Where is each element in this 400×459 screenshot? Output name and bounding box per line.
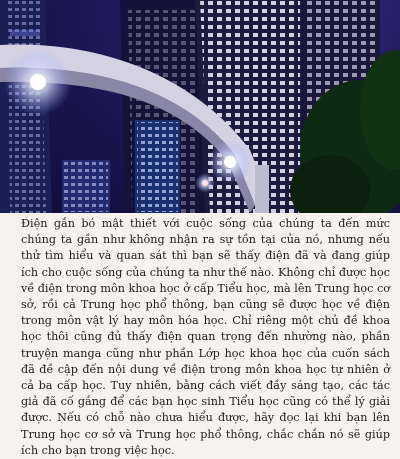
distant-building [62,160,110,213]
blue-window-tower [135,120,180,213]
city-night-photo [0,0,400,213]
body-paragraph: Điện gắn bó mật thiết với cuộc sống của chúng ta đến mức chúng ta gần như không nhận ra sự tồn tại của nó, nhưng nếu thử tìm hiểu và quan sát thì bạn sẽ thấy điện đã và đang giúp ích cho cuộc sống của chúng ta như thế nào. Không chỉ được học về điện trong môn khoa học ở cấp Tiểu học, mà lên Trung học cơ sở, rồi cả Trung học phổ thông, bạn cũng sẽ được học về điện trong môn vật lý hay môn hóa học. Chỉ riêng một chủ đề khoa học thôi cũng đủ thấy điện quan trọng đến nhường nào, phần truyện manga cũng như phần Lớp học khoa học của cuốn sách đã đề cập đến nội dung về điện trong môn khoa học tự nhiên ở cả ba cấp học. Tuy nhiên, bằng cách viết đầy sáng tạo, các tác giả đã cố gắng để các bạn học sinh Tiểu học cũng có thể lý giải được. Nếu có chỗ nào chưa hiểu được, hãy đọc lại khi bạn lên Trung học cơ sở và Trung học phổ thông, chắc chắn nó sẽ giúp ích cho bạn trong việc học. [21,217,390,457]
street-light-left [4,48,72,116]
city-night-illustration [0,0,400,213]
